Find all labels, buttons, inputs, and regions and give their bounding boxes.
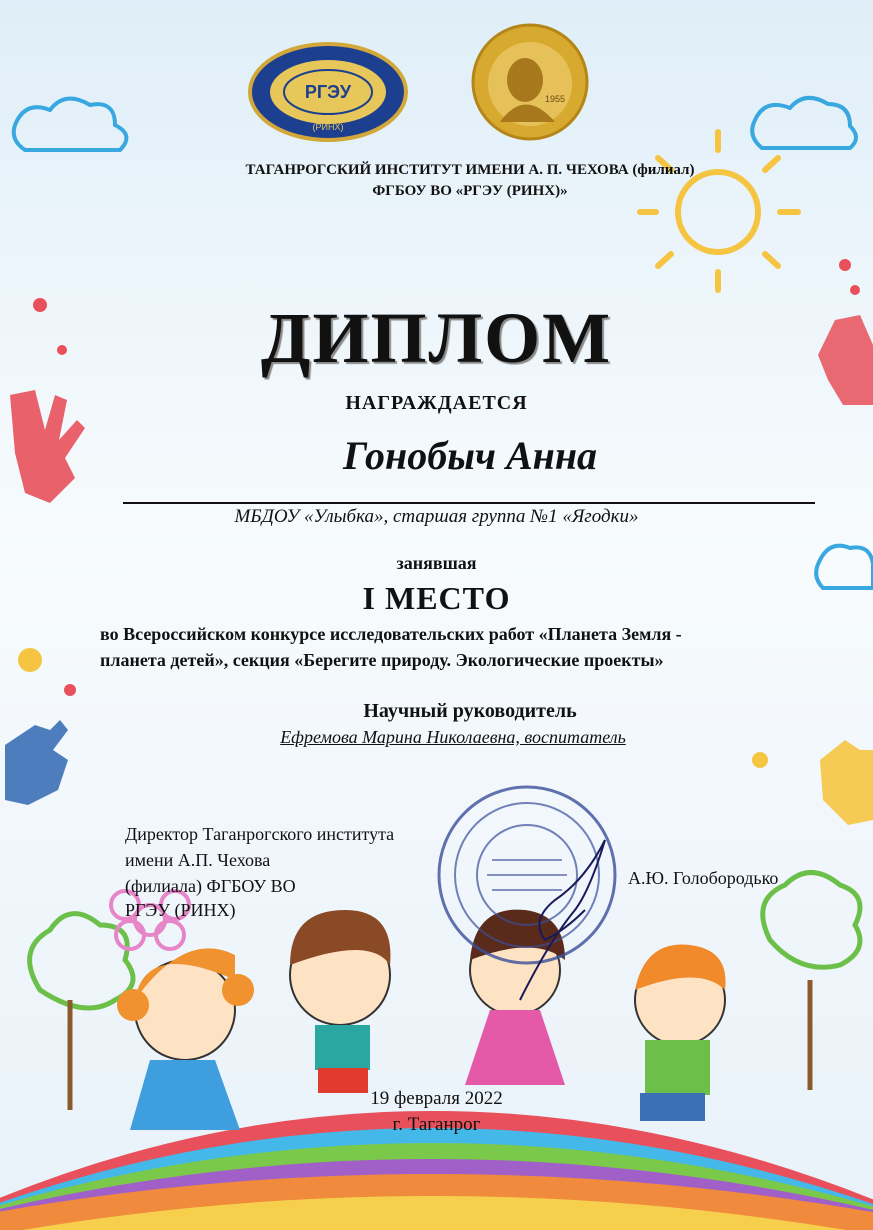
issue-city: г. Таганрог	[392, 1114, 481, 1135]
cloud-left	[14, 99, 127, 150]
organization-line: МБДОУ «Улыбка», старшая группа №1 «Ягодки»	[234, 506, 639, 527]
signature-scribble	[500, 830, 630, 1010]
contest-description-line2: планета детей», секция «Берегите природу. Экологические проекты»	[100, 650, 664, 670]
kid-boy-red	[290, 910, 390, 1093]
institute-name-line2: ФГБОУ ВО «РГЭУ (РИНХ)»	[372, 183, 568, 199]
handprint-yellow	[820, 740, 873, 825]
place-title: I МЕСТО	[362, 580, 511, 616]
issue-date: 19 февраля 2022	[370, 1088, 503, 1109]
rgeu-logo-sub: (РИНХ)	[312, 122, 344, 132]
rgeu-logo	[248, 42, 408, 142]
chekhov-medallion-logo	[470, 22, 590, 142]
supervisor-name: Ефремова Марина Николаевна, воспитатель	[280, 727, 626, 747]
name-underline	[123, 502, 815, 504]
medallion-year: 1955	[544, 94, 566, 104]
rgeu-logo-text: РГЭУ	[304, 82, 352, 102]
director-name: А.Ю. Голобородько	[628, 868, 779, 888]
cloud-right	[752, 98, 856, 148]
director-title-line3: (филиала) ФГБОУ ВО	[125, 876, 296, 896]
awarded-label: НАГРАЖДАЕТСЯ	[345, 392, 528, 414]
winner-name: Гонобыч Анна	[342, 433, 598, 478]
took-label: занявшая	[396, 553, 477, 573]
director-title-line4: РГЭУ (РИНХ)	[125, 900, 236, 920]
director-title-line1: Директор Таганрогского института	[125, 824, 395, 844]
diploma-title: ДИПЛОМ	[260, 298, 613, 378]
institute-name-line1: ТАГАНРОГСКИЙ ИНСТИТУТ ИМЕНИ А. П. ЧЕХОВА (филиал)	[245, 162, 695, 178]
contest-description-line1: во Всероссийском конкурсе исследовательских работ «Планета Земля -	[100, 624, 682, 644]
supervisor-label: Научный руководитель	[363, 700, 577, 722]
director-title-line2: имени А.П. Чехова	[125, 850, 271, 870]
